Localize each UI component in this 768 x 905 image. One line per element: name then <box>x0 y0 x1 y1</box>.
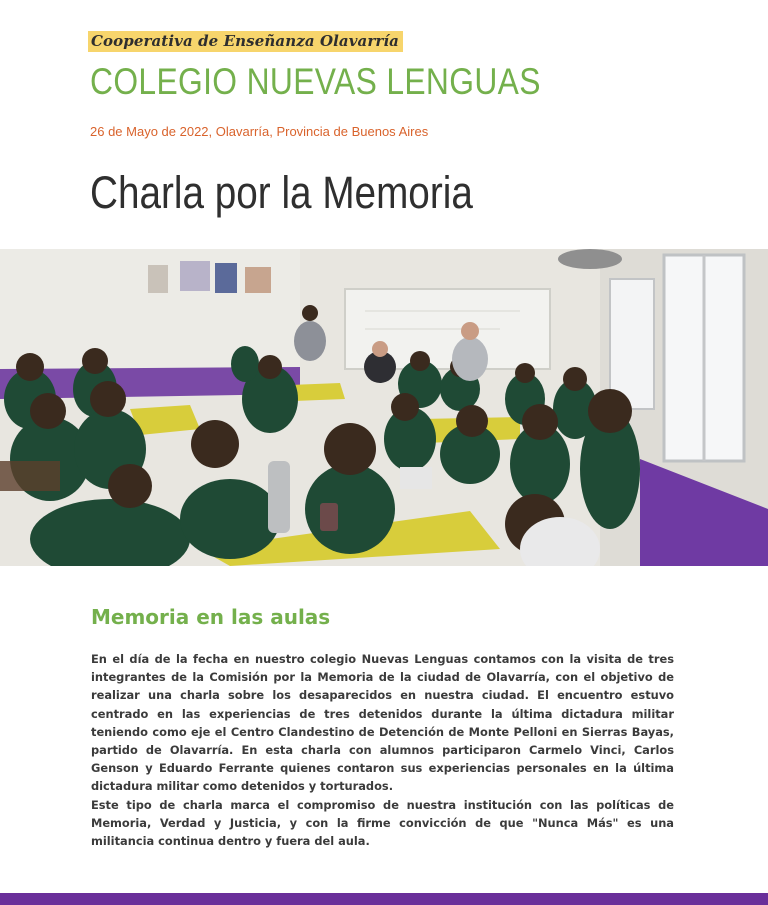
article-paragraph-1: En el día de la fecha en nuestro colegio Nuevas Lenguas contamos con la visita de tres integrantes de la Comisión por la Memoria de la ciudad de Olavarría, con el objetivo de realizar una charla sobre los desaparecidos en nuestra ciudad. El encuentro estuvo centrado en las experiencias de tres detenidos durante la última dictadura militar teniendo como eje el Centro Clandestino de Detención de Monte Pelloni en Sierras Bayas, partido de Olavarría. En esta charla con alumnos participaron Carmelo Vinci, Carlos Genson y Eduardo Ferrante quienes contaron sus experiencias personales en la última dictadura militar como detenidos y torturados. <box>91 652 674 794</box>
article-paragraph-2: Este tipo de charla marca el compromiso de nuestra institución con las políticas de Memoria, Verdad y Justicia, y con la firme convicción de que "Nunca Más" es una militancia continua dentro y fuera del aula. <box>91 798 674 849</box>
school-name: COLEGIO NUEVAS LENGUAS <box>90 61 541 102</box>
dateline: 26 de Mayo de 2022, Olavarría, Provincia de Buenos Aires <box>90 124 429 139</box>
footer-bar <box>0 893 768 905</box>
cooperative-label: Cooperativa de Enseñanza Olavarría <box>88 31 403 52</box>
classroom-photo-illustration <box>0 249 768 566</box>
classroom-photo <box>0 249 768 566</box>
article-title: Charla por la Memoria <box>90 167 473 218</box>
section-heading: Memoria en las aulas <box>91 605 331 629</box>
